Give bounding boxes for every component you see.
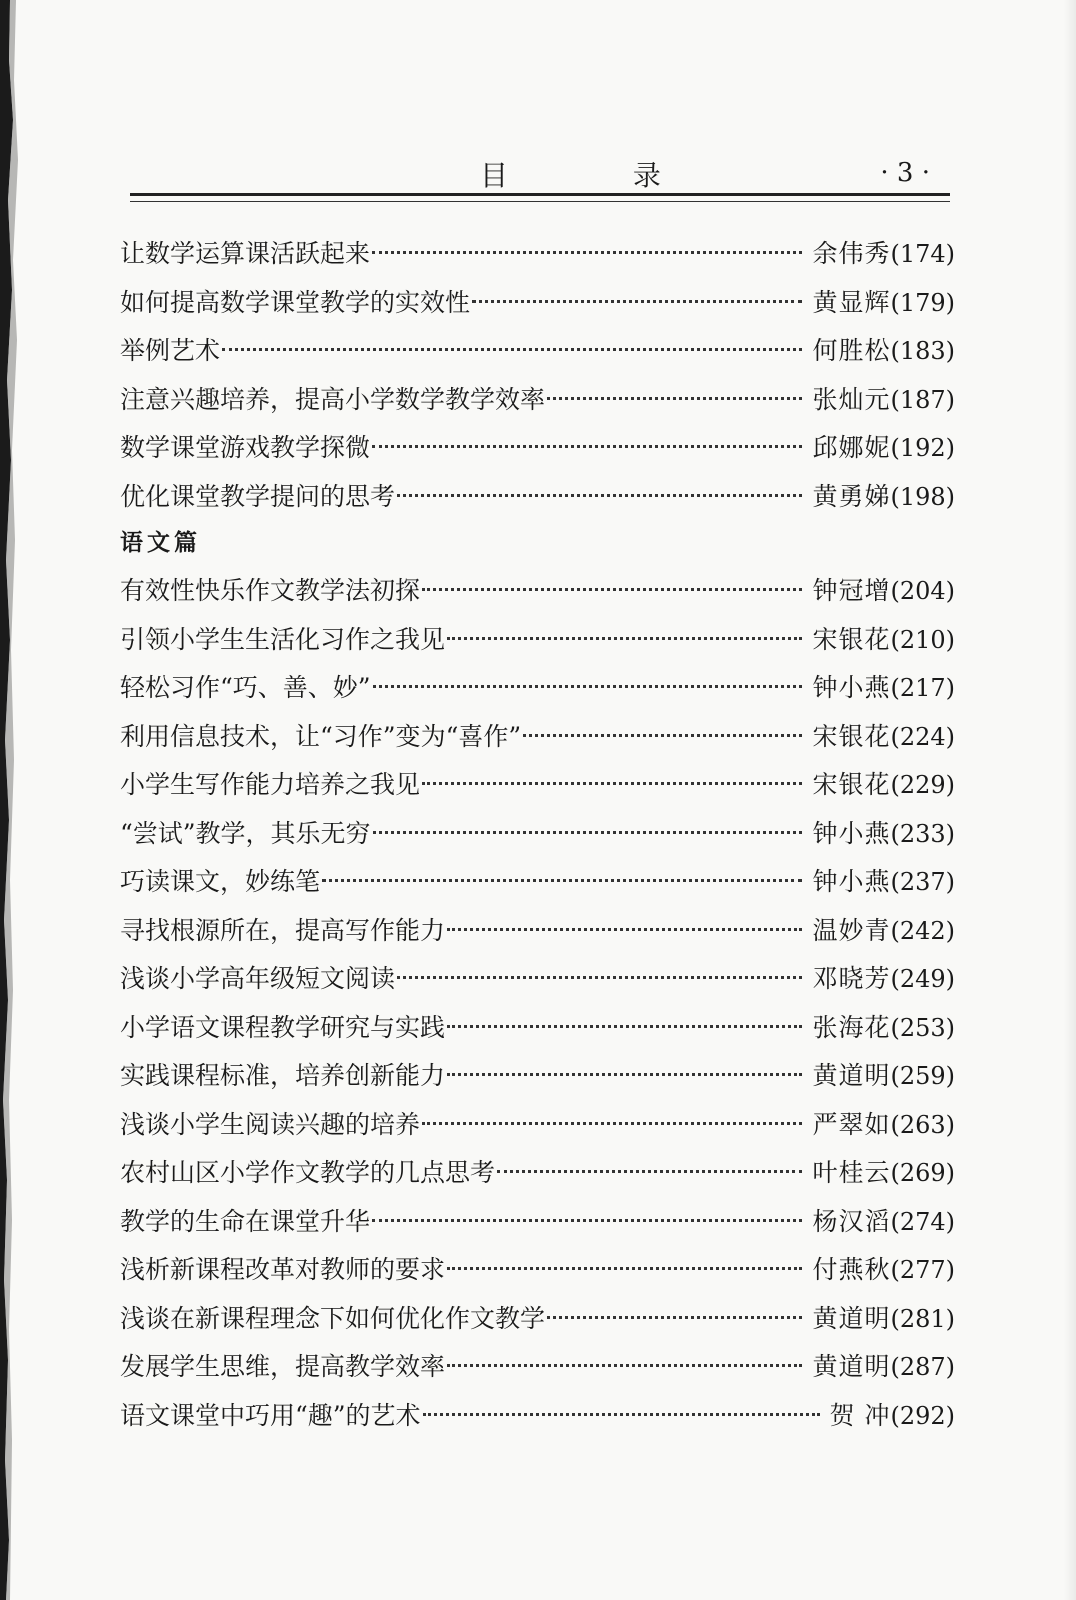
toc-entry bbox=[120, 473, 955, 522]
toc-entry bbox=[120, 327, 955, 376]
entry-author: 邓晓芳 bbox=[812, 964, 891, 993]
entry-page-number: (249) bbox=[890, 965, 955, 993]
entry-title: 发展学生思维，提高教学效率 bbox=[120, 1352, 446, 1381]
scan-shadow bbox=[1064, 0, 1076, 1600]
dot-leader bbox=[373, 831, 803, 834]
toc-entry bbox=[120, 1198, 955, 1247]
toc-entry bbox=[120, 955, 955, 1004]
table-of-contents bbox=[120, 230, 955, 1440]
entry-page-number: (174) bbox=[890, 240, 955, 268]
entry-page-number: (179) bbox=[890, 288, 955, 317]
entry-title: 有效性快乐作文教学法初探 bbox=[120, 576, 421, 605]
toc-entry bbox=[120, 279, 955, 328]
entry-author: 杨汉滔 bbox=[812, 1206, 891, 1236]
entry-page-number: (269) bbox=[890, 1159, 955, 1187]
entry-title: 注意兴趣培养，提高小学数学教学效率 bbox=[120, 384, 546, 414]
toc-entry bbox=[120, 1004, 955, 1053]
entry-author: 余伟秀 bbox=[812, 239, 891, 268]
entry-page-number: (242) bbox=[890, 916, 955, 945]
dot-leader bbox=[422, 588, 802, 591]
toc-entry bbox=[120, 616, 955, 665]
entry-title: 引领小学生生活化习作之我见 bbox=[120, 624, 446, 654]
entry-author: 邱娜妮 bbox=[812, 433, 891, 462]
toc-group-math bbox=[120, 230, 955, 521]
toc-entry bbox=[120, 713, 955, 762]
entry-page-number: (233) bbox=[890, 819, 955, 848]
entry-page-number: (263) bbox=[890, 1110, 955, 1139]
dot-leader bbox=[447, 1073, 802, 1076]
toc-entry bbox=[120, 1052, 955, 1101]
header-rule-thin bbox=[130, 201, 950, 202]
dot-leader bbox=[547, 397, 802, 400]
entry-author: 黄勇娣 bbox=[812, 481, 891, 511]
entry-author: 钟小燕 bbox=[812, 673, 891, 702]
entry-page-number: (277) bbox=[890, 1256, 955, 1284]
entry-title: 实践课程标准，培养创新能力 bbox=[120, 1061, 446, 1090]
entry-title: 小学语文课程教学研究与实践 bbox=[120, 1012, 446, 1042]
entry-page-number: (210) bbox=[890, 625, 955, 654]
dot-leader bbox=[422, 782, 802, 785]
toc-entry bbox=[120, 230, 955, 279]
dot-leader bbox=[447, 1025, 802, 1028]
entry-author: 张灿元 bbox=[812, 384, 891, 414]
entry-title: 语文课堂中巧用“趣”的艺术 bbox=[120, 1400, 421, 1430]
dot-leader bbox=[322, 879, 802, 882]
entry-author: 张海花 bbox=[812, 1012, 891, 1042]
entry-author: 黄道明 bbox=[812, 1303, 891, 1333]
entry-title: 让数学运算课活跃起来 bbox=[120, 239, 371, 268]
entry-page-number: (217) bbox=[890, 674, 955, 702]
toc-entry bbox=[120, 567, 955, 616]
entry-title: 举例艺术 bbox=[120, 336, 221, 365]
entry-page-number: (224) bbox=[890, 722, 955, 751]
entry-page-number: (187) bbox=[890, 385, 955, 414]
toc-entry bbox=[120, 1101, 955, 1150]
entry-author: 宋银花 bbox=[812, 624, 891, 654]
toc-entry bbox=[120, 1246, 955, 1295]
entry-page-number: (281) bbox=[890, 1304, 955, 1333]
entry-author: 叶桂云 bbox=[812, 1158, 891, 1187]
entry-author: 黄道明 bbox=[812, 1061, 891, 1090]
entry-title: 浅析新课程改革对教师的要求 bbox=[120, 1255, 446, 1284]
torn-page-edge bbox=[0, 0, 26, 1600]
dot-leader bbox=[372, 445, 802, 448]
dot-leader bbox=[222, 348, 802, 351]
entry-page-number: (259) bbox=[890, 1062, 955, 1090]
toc-group-chinese bbox=[120, 567, 955, 1440]
entry-page-number: (287) bbox=[890, 1353, 955, 1381]
entry-author: 宋银花 bbox=[812, 770, 891, 799]
entry-title: 寻找根源所在，提高写作能力 bbox=[120, 915, 446, 945]
section-heading: 语文篇 bbox=[120, 529, 201, 556]
entry-page-number: (198) bbox=[890, 482, 955, 511]
entry-title: 巧读课文，妙练笔 bbox=[120, 867, 321, 896]
page-number: · 3 · bbox=[880, 158, 930, 188]
dot-leader bbox=[372, 251, 802, 254]
entry-author: 黄显辉 bbox=[812, 287, 891, 317]
toc-entry bbox=[120, 1343, 955, 1392]
dot-leader bbox=[397, 494, 802, 497]
toc-entry bbox=[120, 1392, 955, 1441]
entry-page-number: (292) bbox=[890, 1401, 955, 1430]
entry-author: 贺 冲 bbox=[829, 1400, 891, 1430]
dot-leader bbox=[422, 1122, 802, 1125]
entry-author: 何胜松 bbox=[812, 336, 891, 365]
entry-page-number: (204) bbox=[890, 577, 955, 605]
toc-entry bbox=[120, 761, 955, 810]
entry-title: 如何提高数学课堂教学的实效性 bbox=[120, 287, 471, 317]
entry-title: 教学的生命在课堂升华 bbox=[120, 1206, 371, 1236]
entry-title: 优化课堂教学提问的思考 bbox=[120, 481, 396, 511]
dot-leader bbox=[497, 1170, 802, 1173]
entry-author: 黄道明 bbox=[812, 1352, 891, 1381]
entry-title: 轻松习作“巧、善、妙” bbox=[120, 673, 371, 702]
entry-author: 宋银花 bbox=[812, 721, 891, 751]
toc-entry bbox=[120, 907, 955, 956]
dot-leader bbox=[447, 1267, 802, 1270]
toc-entry bbox=[120, 424, 955, 473]
toc-entry bbox=[120, 664, 955, 713]
header-title: 目 录 bbox=[480, 159, 719, 192]
dot-leader bbox=[423, 1413, 820, 1416]
dot-leader bbox=[447, 928, 802, 931]
entry-author: 钟小燕 bbox=[812, 818, 891, 848]
dot-leader bbox=[547, 1316, 802, 1319]
dot-leader bbox=[372, 1219, 802, 1222]
toc-entry bbox=[120, 1295, 955, 1344]
entry-page-number: (253) bbox=[890, 1013, 955, 1042]
dot-leader bbox=[397, 976, 802, 979]
dot-leader bbox=[447, 637, 802, 640]
entry-title: 农村山区小学作文教学的几点思考 bbox=[120, 1158, 496, 1187]
entry-page-number: (229) bbox=[890, 771, 955, 799]
toc-entry bbox=[120, 1149, 955, 1198]
entry-author: 温妙青 bbox=[812, 915, 891, 945]
toc-entry bbox=[120, 810, 955, 859]
entry-author: 严翠如 bbox=[812, 1109, 891, 1139]
entry-title: 利用信息技术，让“习作”变为“喜作” bbox=[120, 721, 522, 751]
toc-entry bbox=[120, 858, 955, 907]
dot-leader bbox=[373, 685, 803, 688]
entry-title: “尝试”教学，其乐无穷 bbox=[120, 818, 371, 848]
entry-author: 钟冠增 bbox=[812, 576, 891, 605]
dot-leader bbox=[447, 1364, 802, 1367]
entry-title: 浅谈小学高年级短文阅读 bbox=[120, 964, 396, 993]
entry-author: 钟小燕 bbox=[812, 867, 891, 896]
entry-title: 浅谈在新课程理念下如何优化作文教学 bbox=[120, 1303, 546, 1333]
header-rule-thick bbox=[130, 193, 950, 196]
entry-title: 小学生写作能力培养之我见 bbox=[120, 770, 421, 799]
dot-leader bbox=[472, 300, 802, 303]
entry-page-number: (237) bbox=[890, 868, 955, 896]
entry-title: 浅谈小学生阅读兴趣的培养 bbox=[120, 1109, 421, 1139]
entry-page-number: (192) bbox=[890, 434, 955, 462]
toc-entry bbox=[120, 376, 955, 425]
entry-page-number: (274) bbox=[890, 1207, 955, 1236]
entry-page-number: (183) bbox=[890, 337, 955, 365]
entry-title: 数学课堂游戏教学探微 bbox=[120, 433, 371, 462]
entry-author: 付燕秋 bbox=[812, 1255, 891, 1284]
dot-leader bbox=[523, 734, 802, 737]
